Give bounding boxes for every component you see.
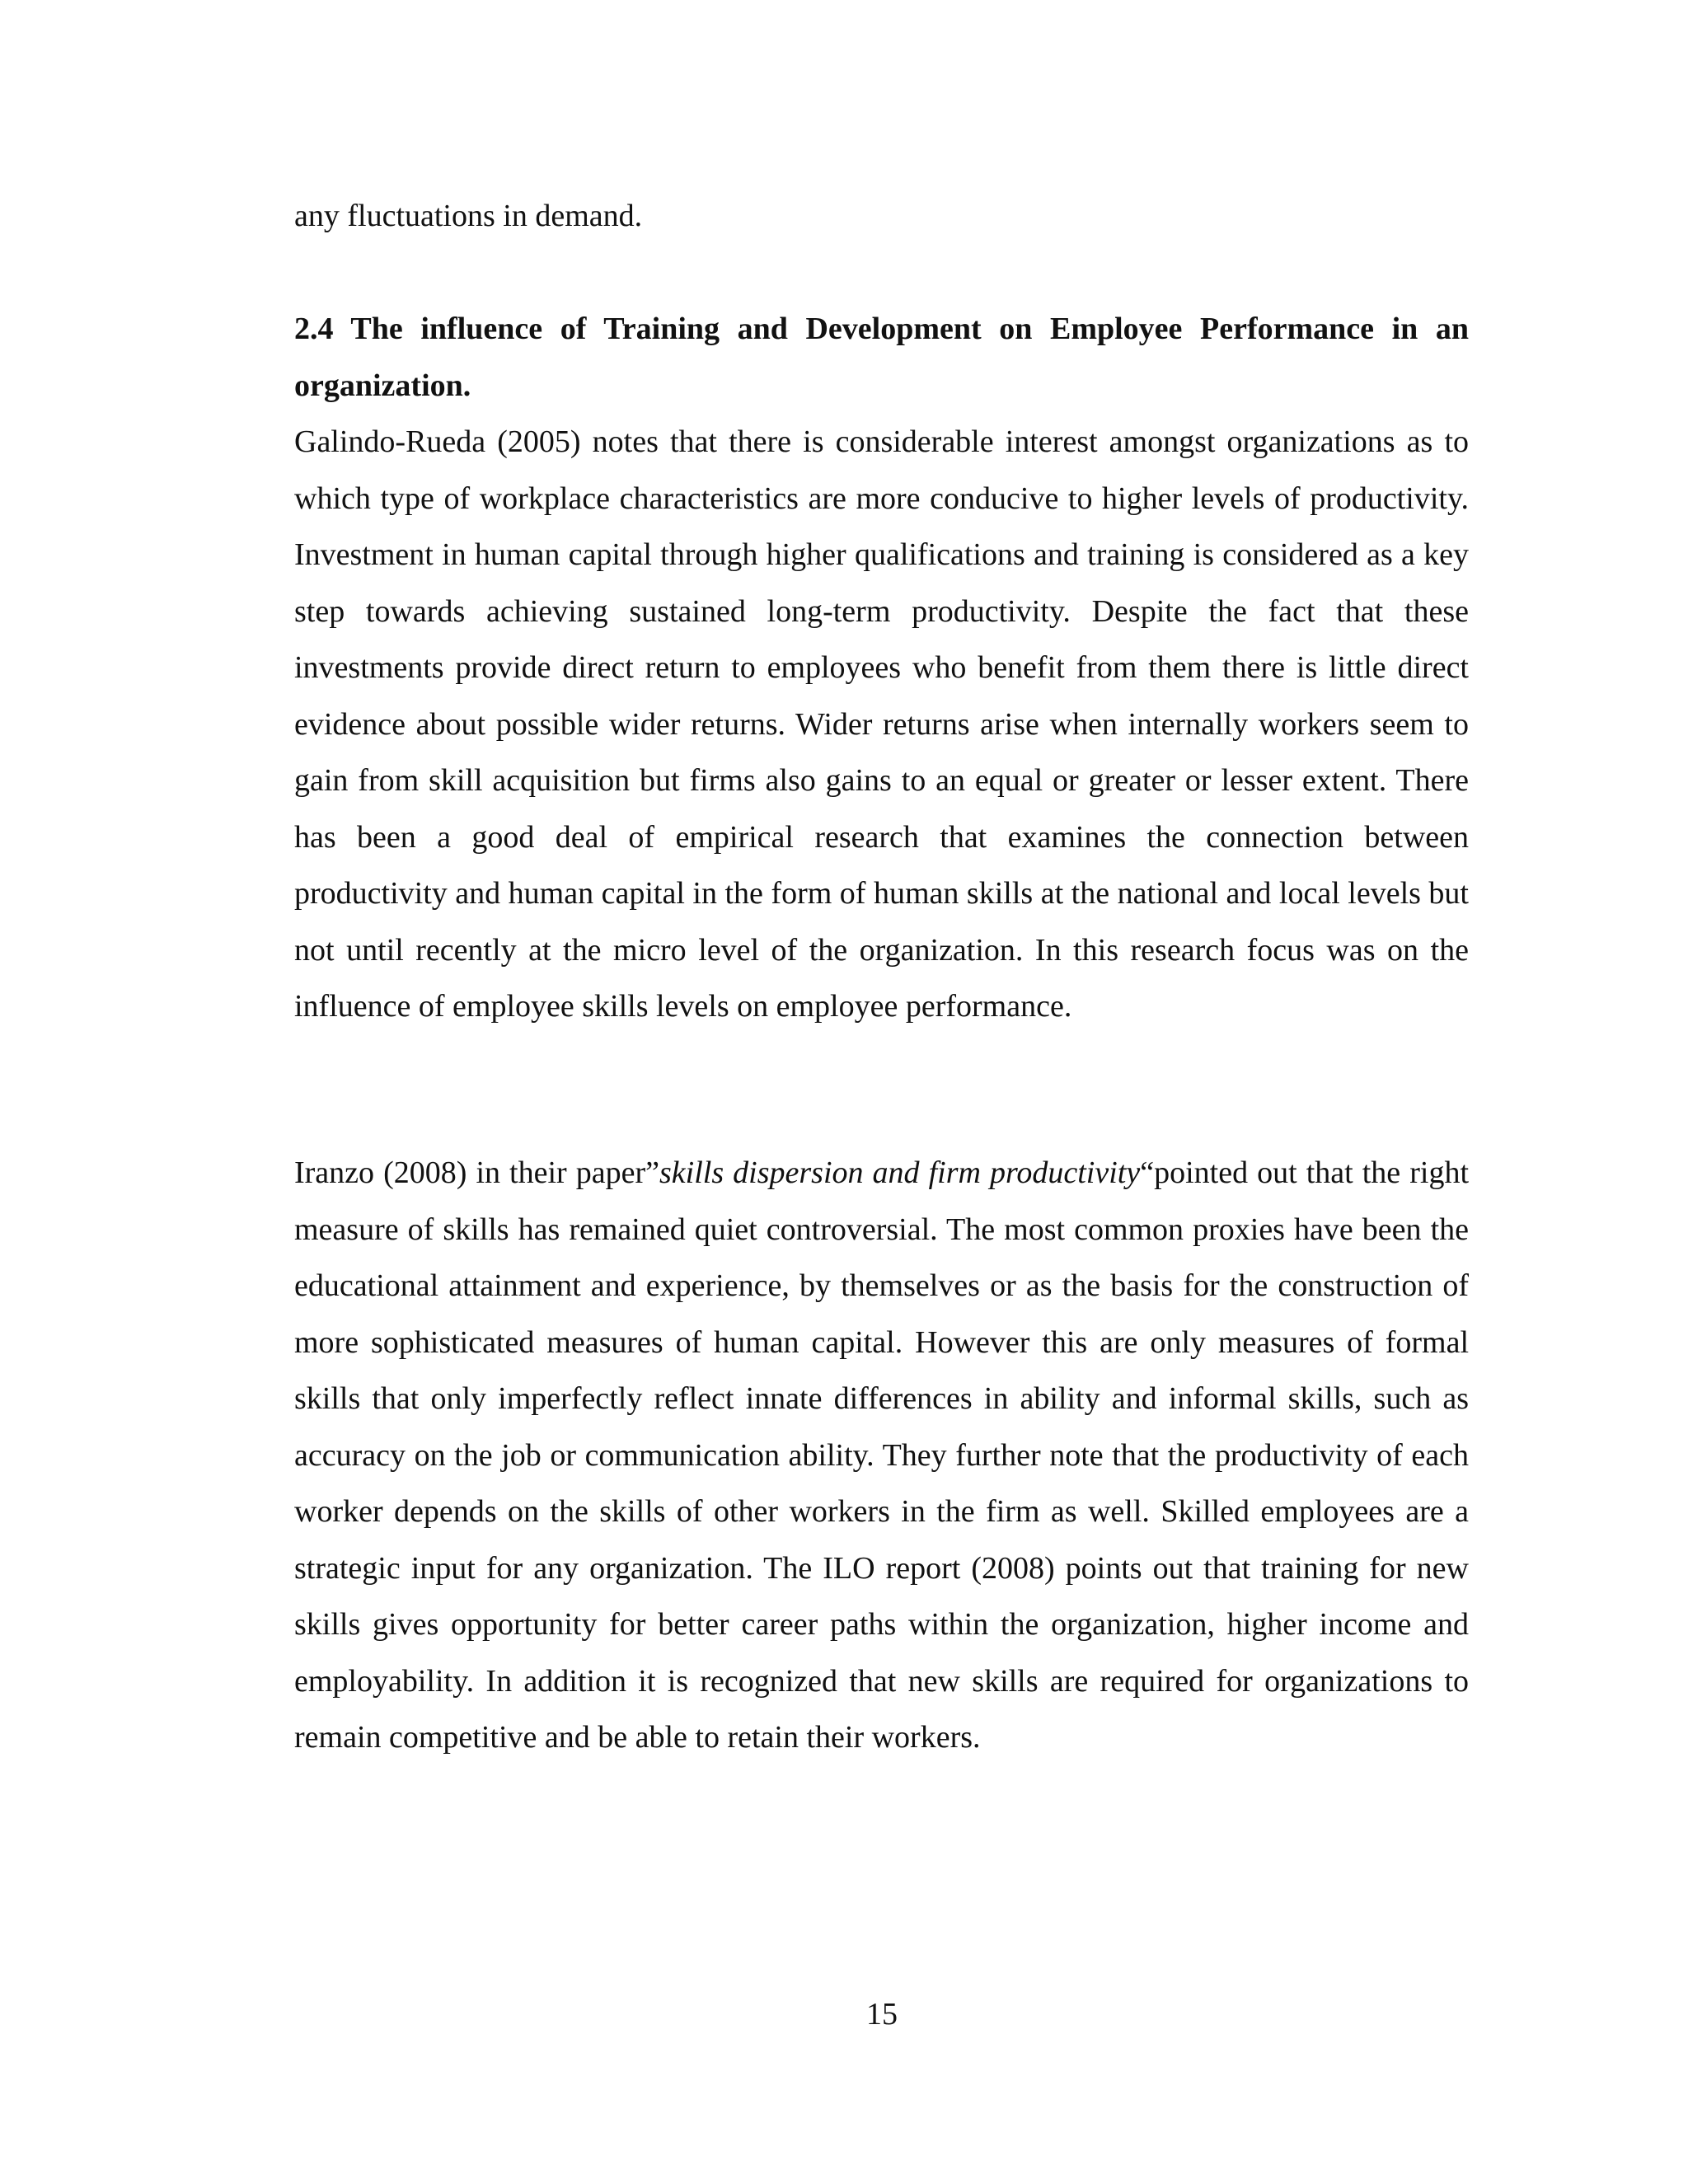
paragraph-1: Galindo-Rueda (2005) notes that there is considerable interest amongst organizations as to which type of workplace characteristics are more conducive to higher levels of productivity. Investment in human capital through higher qualifications and training is considered as a key step towards achieving sustained long-term productivity. Despite the fact that these investments provide direct return to employees who benefit from them there is little direct evidence about possible wider returns. Wider returns arise when internally workers seem to gain from skill acquisition but firms also gains to an equal or greater or lesser extent. There has been a good deal of empirical research that examines the connection between productivity and human capital in the form of human skills at the national and local levels but not until recently at the micro level of the organization. In this research focus was on the influence of employee skills levels on employee performance. — [294, 424, 1469, 1024]
paragraph-2-lead: Iranzo (2008) in their paper” — [294, 1155, 659, 1190]
page-number: 15 — [866, 1997, 898, 2032]
paragraph-2-rest: “pointed out that the right measure of skills has remained quiet controversial. The most common proxies have been the educational attainment and experience, by themselves or as the basis for the construction of more sophisticated measures of human capital. However this are only measures of formal skills that only imperfectly reflect innate differences in ability and informal skills, such as accuracy on the job or communication ability. They further note that the productivity of each worker depends on the skills of other workers in the firm as well. Skilled employees are a strategic input for any organization. The ILO report (2008) points out that training for new skills gives opportunity for better career paths within the organization, higher income and employability. In addition it is recognized that new skills are required for organizations to remain competitive and be able to retain their workers. — [294, 1155, 1469, 1755]
paragraph-2 — [294, 1145, 1469, 1766]
section-heading: 2.4 The influence of Training and Development on Employee Performance in an organization. — [294, 312, 1469, 403]
paper-title-italic: skills dispersion and firm productivity — [659, 1155, 1141, 1190]
continuation-text: any fluctuations in demand. — [294, 199, 643, 233]
